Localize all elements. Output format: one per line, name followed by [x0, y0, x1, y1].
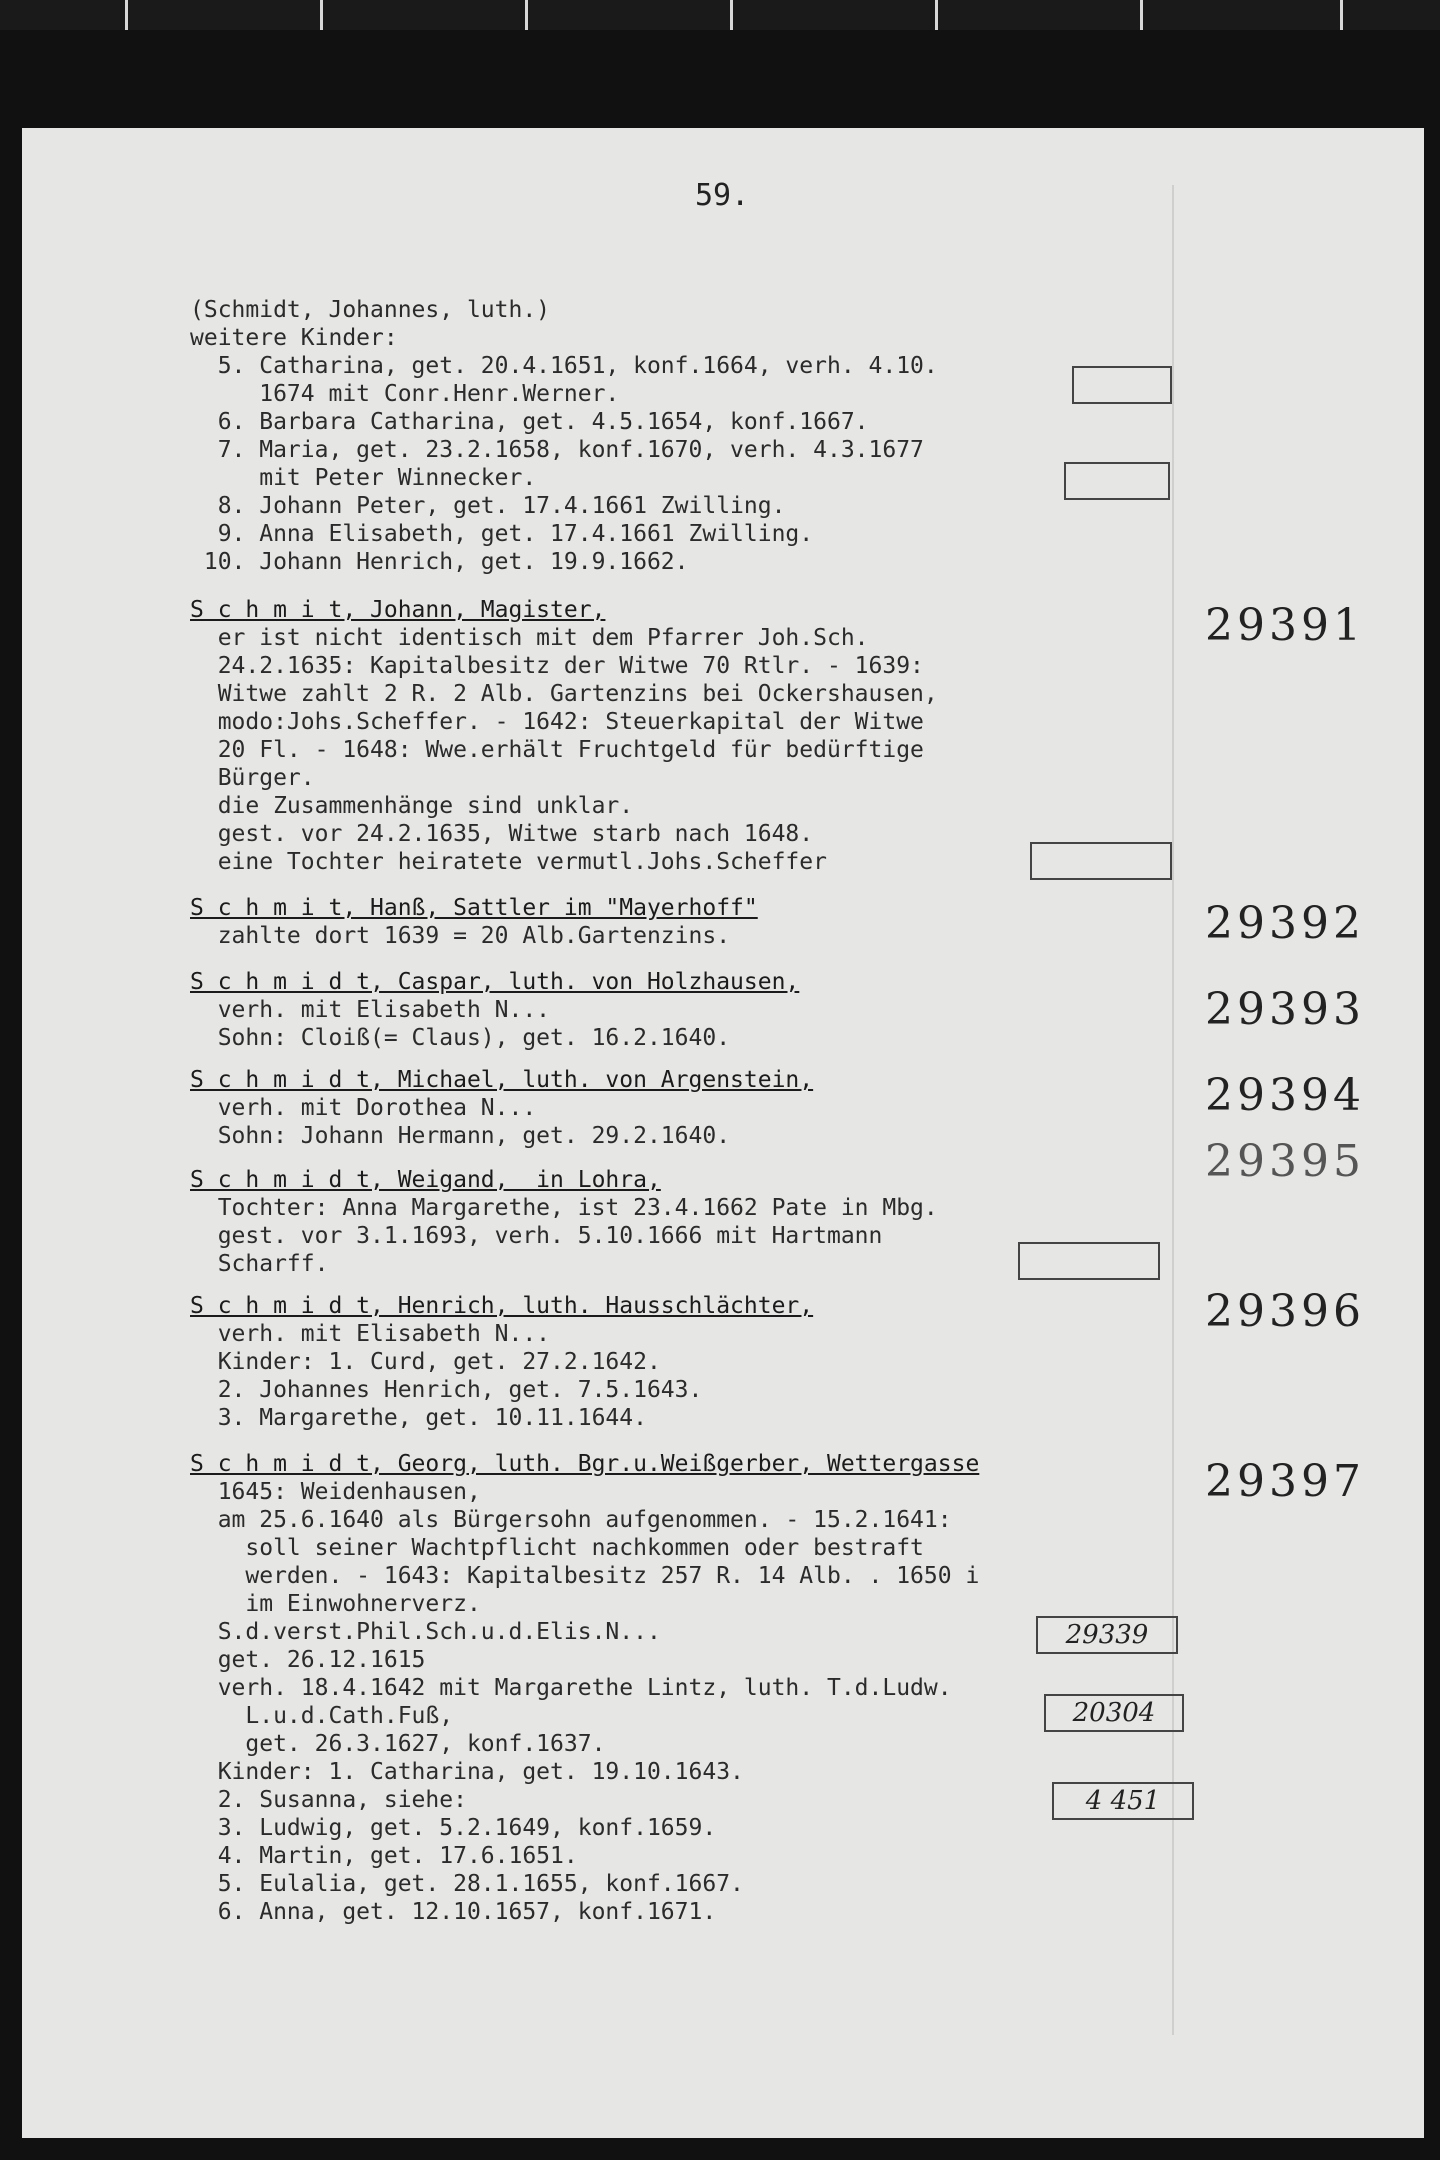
entry-line: (Schmidt, Johannes, luth.): [190, 297, 551, 323]
entry-line: 2. Johannes Henrich, get. 7.5.1643.: [190, 1377, 703, 1403]
entry-line: Kinder: 1. Curd, get. 27.2.1642.: [190, 1349, 661, 1375]
film-tick: [125, 0, 128, 30]
record-id: 29395: [1205, 1136, 1365, 1187]
entry-line: 6. Anna, get. 12.10.1657, konf.1671.: [190, 1899, 717, 1925]
entry-line: 6. Barbara Catharina, get. 4.5.1654, konf.1667.: [190, 409, 869, 435]
entry-line: 8. Johann Peter, get. 17.4.1661 Zwilling.: [190, 493, 786, 519]
entry-line: am 25.6.1640 als Bürgersohn aufgenommen. - 15.2.1641:: [190, 1507, 952, 1533]
entry-line: L.u.d.Cath.Fuß,: [190, 1703, 454, 1729]
film-tick: [525, 0, 528, 30]
entry-heading: S c h m i d t, Caspar, luth. von Holzhausen,: [190, 969, 800, 995]
entry-line: Witwe zahlt 2 R. 2 Alb. Gartenzins bei Ockershausen,: [190, 681, 938, 707]
entry-line: mit Peter Winnecker.: [190, 465, 537, 491]
entry-line: im Einwohnerverz.: [190, 1591, 481, 1617]
record-id: 29391: [1205, 600, 1365, 651]
entry-line: 7. Maria, get. 23.2.1658, konf.1670, verh. 4.3.1677: [190, 437, 924, 463]
entry-line: verh. mit Elisabeth N...: [190, 1321, 551, 1347]
entry-line: zahlte dort 1639 = 20 Alb.Gartenzins.: [190, 923, 731, 949]
record-id: 29393: [1205, 984, 1365, 1035]
entry-line: Sohn: Johann Hermann, get. 29.2.1640.: [190, 1123, 731, 1149]
entry-line: verh. 18.4.1642 mit Margarethe Lintz, luth. T.d.Ludw.: [190, 1675, 952, 1701]
column-separator: [1172, 185, 1174, 2035]
entry-line: Sohn: Cloiß(= Claus), get. 16.2.1640.: [190, 1025, 731, 1051]
entry-line: 24.2.1635: Kapitalbesitz der Witwe 70 Rtlr. - 1639:: [190, 653, 924, 679]
entry-line: 3. Ludwig, get. 5.2.1649, konf.1659.: [190, 1815, 717, 1841]
entry-line: 4. Martin, get. 17.6.1651.: [190, 1843, 578, 1869]
record-id: 29396: [1205, 1286, 1365, 1337]
entry-line: 1645: Weidenhausen,: [190, 1479, 481, 1505]
entry-line: 20 Fl. - 1648: Wwe.erhält Fruchtgeld für bedürftige: [190, 737, 924, 763]
entry-line: Bürger.: [190, 765, 315, 791]
entry-29392: [190, 894, 758, 950]
entry-line: die Zusammenhänge sind unklar.: [190, 793, 634, 819]
entry-heading: S c h m i d t, Michael, luth. von Argenstein,: [190, 1067, 814, 1093]
entry-line: eine Tochter heiratete vermutl.Johs.Scheffer: [190, 849, 827, 875]
entry-line: gest. vor 24.2.1635, Witwe starb nach 1648.: [190, 821, 814, 847]
entry-line: Scharff.: [190, 1251, 329, 1277]
record-id: 29392: [1205, 898, 1365, 949]
entry-line: werden. - 1643: Kapitalbesitz 257 R. 14 Alb. . 1650 i: [190, 1563, 980, 1589]
entry-line: 2. Susanna, siehe:: [190, 1787, 467, 1813]
record-id: 29394: [1205, 1070, 1365, 1121]
entry-line: 1674 mit Conr.Henr.Werner.: [190, 381, 620, 407]
reference-box: [1064, 462, 1170, 500]
page-number: 59.: [695, 178, 750, 213]
reference-box: [1072, 366, 1172, 404]
reference-box: [1018, 1242, 1160, 1280]
film-tick: [320, 0, 323, 30]
entry-line: er ist nicht identisch mit dem Pfarrer Joh.Sch.: [190, 625, 869, 651]
entry-line: modo:Johs.Scheffer. - 1642: Steuerkapital der Witwe: [190, 709, 924, 735]
entry-line: weitere Kinder:: [190, 325, 398, 351]
entry-line: verh. mit Dorothea N...: [190, 1095, 537, 1121]
entry-line: soll seiner Wachtpflicht nachkommen oder bestraft: [190, 1535, 924, 1561]
reference-box: 29339: [1036, 1616, 1178, 1654]
film-tick: [730, 0, 733, 30]
film-tick: [935, 0, 938, 30]
reference-box: 20304: [1044, 1694, 1184, 1732]
entry-line: 5. Catharina, get. 20.4.1651, konf.1664, verh. 4.10.: [190, 353, 938, 379]
entry-29395: [190, 1166, 938, 1278]
entry-heading: S c h m i d t, Henrich, luth. Hausschlächter,: [190, 1293, 814, 1319]
entry-heading: S c h m i t, Johann, Magister,: [190, 597, 606, 623]
entry-29391: [190, 596, 938, 876]
entry-line: get. 26.12.1615: [190, 1647, 426, 1673]
entry-line: verh. mit Elisabeth N...: [190, 997, 551, 1023]
entry-29397: [190, 1450, 979, 1926]
entry-heading: S c h m i d t, Georg, luth. Bgr.u.Weißgerber, Wettergasse: [190, 1451, 980, 1477]
film-tick: [1340, 0, 1343, 30]
record-id: 29397: [1205, 1456, 1365, 1507]
entry-line: 3. Margarethe, get. 10.11.1644.: [190, 1405, 647, 1431]
entry-continuation: [190, 296, 938, 576]
reference-box: [1030, 842, 1172, 880]
entry-29396: [190, 1292, 813, 1432]
film-tick: [1140, 0, 1143, 30]
entry-line: get. 26.3.1627, konf.1637.: [190, 1731, 606, 1757]
entry-line: 5. Eulalia, get. 28.1.1655, konf.1667.: [190, 1871, 744, 1897]
reference-box: 4 451: [1052, 1782, 1194, 1820]
entry-29393: [190, 968, 799, 1052]
entry-line: gest. vor 3.1.1693, verh. 5.10.1666 mit Hartmann: [190, 1223, 883, 1249]
entry-line: 9. Anna Elisabeth, get. 17.4.1661 Zwilling.: [190, 521, 814, 547]
entry-line: Kinder: 1. Catharina, get. 19.10.1643.: [190, 1759, 744, 1785]
entry-29394: [190, 1066, 813, 1150]
entry-line: 10. Johann Henrich, get. 19.9.1662.: [190, 549, 689, 575]
entry-line: Tochter: Anna Margarethe, ist 23.4.1662 Pate in Mbg.: [190, 1195, 938, 1221]
entry-heading: S c h m i t, Hanß, Sattler im "Mayerhoff": [190, 895, 758, 921]
entry-heading: S c h m i d t, Weigand, in Lohra,: [190, 1167, 661, 1193]
film-strip-top: [0, 0, 1440, 30]
entry-line: S.d.verst.Phil.Sch.u.d.Elis.N...: [190, 1619, 661, 1645]
